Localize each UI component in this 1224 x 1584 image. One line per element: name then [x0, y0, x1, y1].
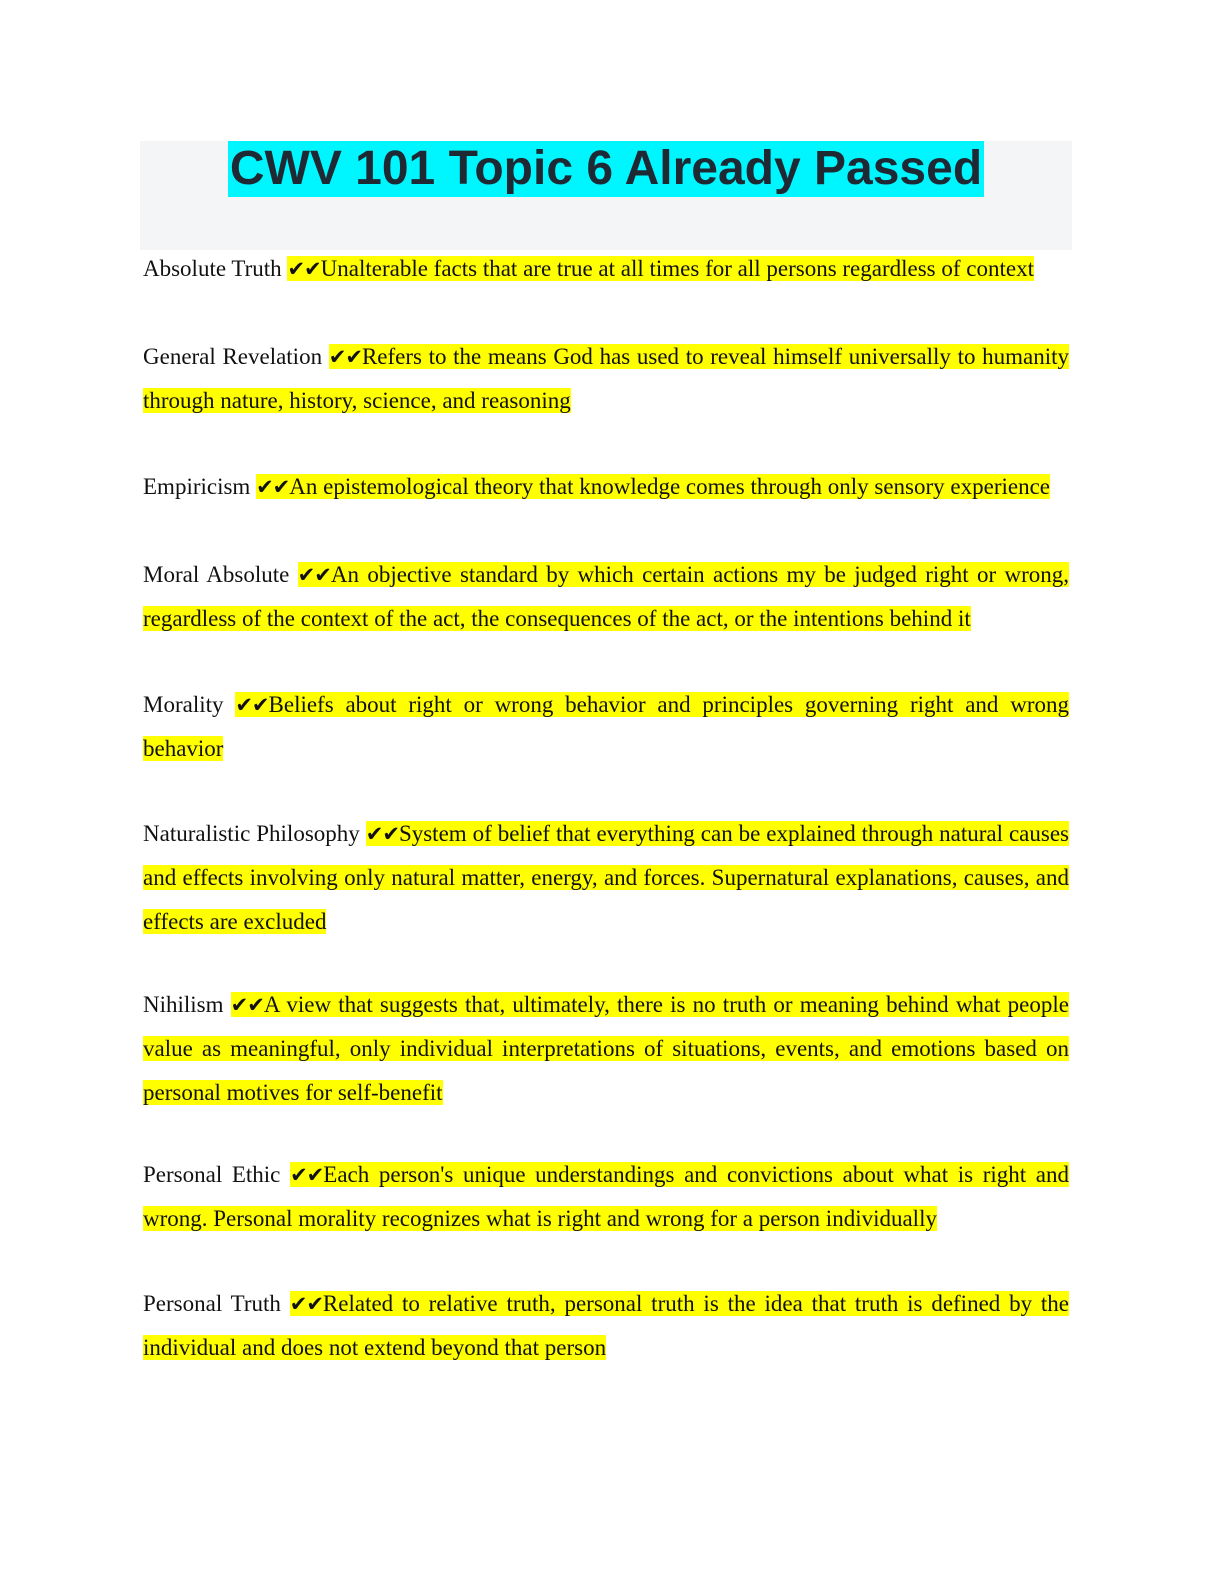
entry-definition: Beliefs about right or wrong behavior and principles governing right and wrong behavior: [143, 692, 1069, 761]
entry-definition: System of belief that everything can be explained through natural causes and effects involving only natural matter, energy, and forces. Supernatural explanations, causes, and effects are excluded: [143, 821, 1069, 934]
entry-moral-absolute: [143, 553, 1069, 641]
entry-morality: [143, 683, 1069, 771]
check-icon: ✔✔: [328, 345, 362, 369]
entry-nihilism: [143, 983, 1069, 1115]
check-icon: ✔✔: [256, 475, 290, 499]
entry-term: Absolute Truth: [143, 256, 282, 281]
entry-definition: An objective standard by which certain actions my be judged right or wrong, regardless of the context of the act, the consequences of the act, or the intentions behind it: [143, 562, 1069, 631]
check-icon: ✔✔: [289, 1292, 323, 1316]
entry-definition-highlight: [143, 1291, 1069, 1360]
entry-definition: Each person's unique understandings and convictions about what is right and wrong. Personal morality recognizes what is right and wrong for a person individually: [143, 1162, 1070, 1231]
entry-definition-highlight: [287, 256, 1034, 281]
check-icon: ✔✔: [287, 257, 321, 281]
entry-naturalistic-philosophy: [143, 812, 1069, 944]
entry-term: Morality: [143, 692, 224, 717]
entry-general-revelation: [143, 335, 1069, 423]
entry-term: General Revelation: [143, 344, 323, 369]
page-title: CWV 101 Topic 6 Already Passed: [229, 142, 983, 195]
entry-term: Empiricism: [143, 474, 251, 499]
check-icon: ✔✔: [365, 822, 399, 846]
entry-term: Personal Ethic: [143, 1162, 281, 1187]
entry-definition: An epistemological theory that knowledge comes through only sensory experience: [289, 474, 1050, 499]
check-icon: ✔✔: [235, 693, 269, 717]
check-icon: ✔✔: [297, 563, 331, 587]
entry-personal-ethic: [143, 1153, 1069, 1241]
entry-definition: Refers to the means God has used to reveal himself universally to humanity through nature, history, science, and reasoning: [143, 344, 1069, 413]
entry-term: Personal Truth: [143, 1291, 281, 1316]
entry-definition-highlight: [143, 992, 1069, 1105]
entry-definition: Related to relative truth, personal truth is the idea that truth is defined by the individual and does not extend beyond that person: [143, 1291, 1070, 1360]
entry-term: Nihilism: [143, 992, 224, 1017]
entry-definition-highlight: [143, 692, 1069, 761]
entry-absolute-truth: [143, 247, 1069, 291]
title-band: [140, 141, 1072, 250]
title-wrap: [140, 141, 1072, 197]
entry-term: Moral Absolute: [143, 562, 290, 587]
entry-personal-truth: [143, 1282, 1069, 1370]
entry-term: Naturalistic Philosophy: [143, 821, 360, 846]
check-icon: ✔✔: [230, 993, 264, 1017]
entry-empiricism: [143, 465, 1069, 509]
entry-definition: Unalterable facts that are true at all times for all persons regardless of context: [320, 256, 1034, 281]
entry-definition: A view that suggests that, ultimately, there is no truth or meaning behind what people value as meaningful, only individual interpretations of situations, events, and emotions based on personal motives for self-benefit: [143, 992, 1069, 1105]
check-icon: ✔✔: [290, 1163, 324, 1187]
entry-definition-highlight: [143, 1162, 1069, 1231]
entry-definition-highlight: [256, 474, 1050, 499]
